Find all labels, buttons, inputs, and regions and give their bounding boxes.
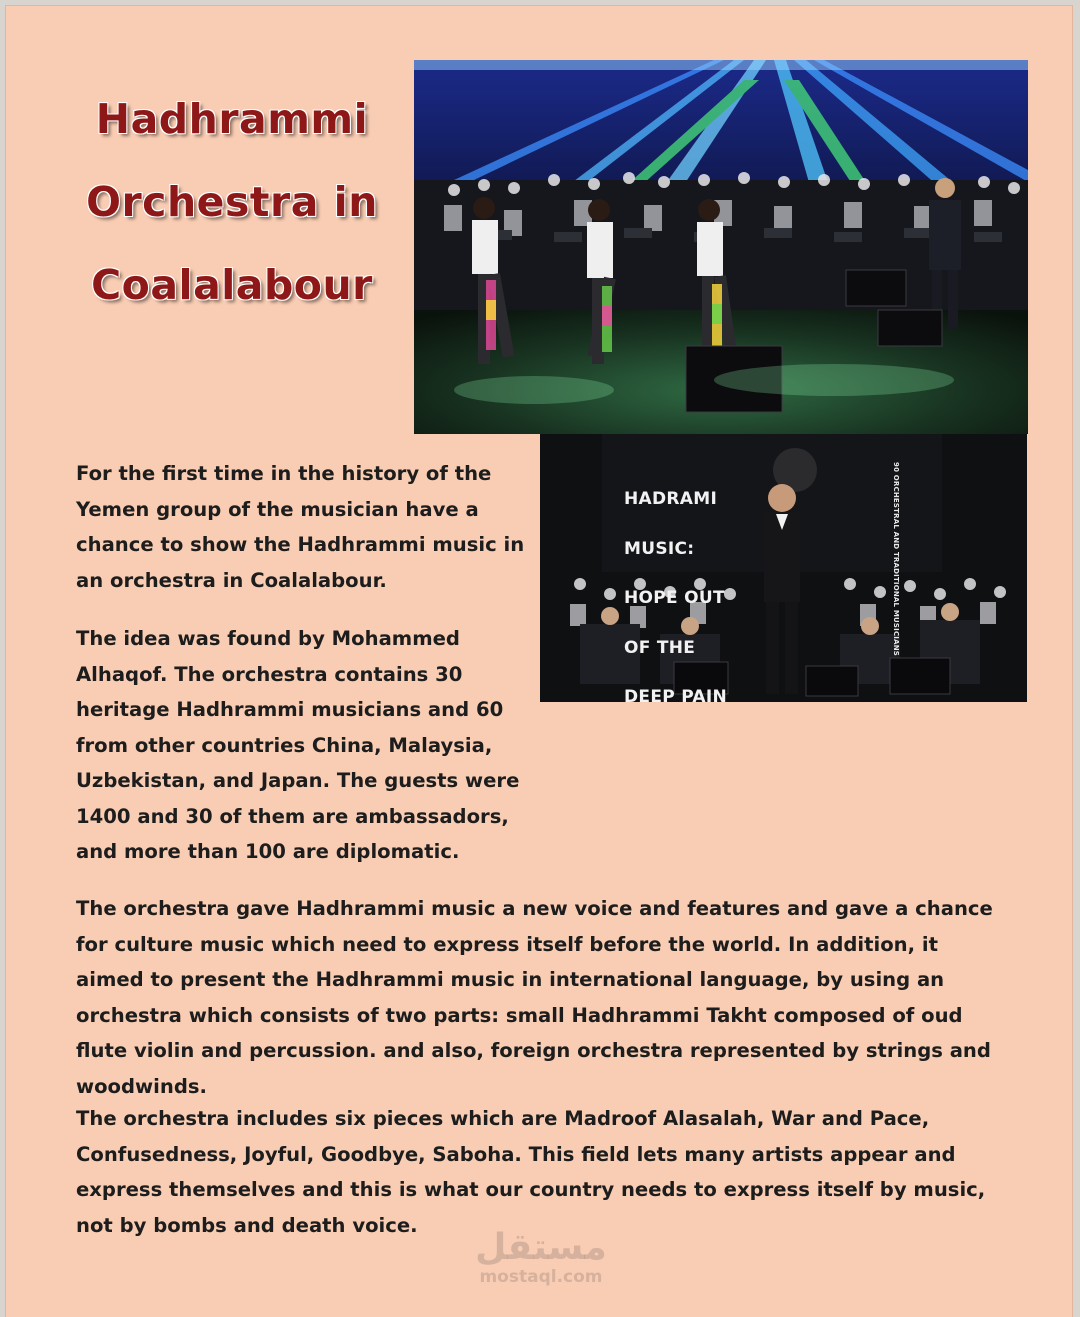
screen-title-line-1: HADRAMI — [624, 489, 718, 509]
screen-title-line-5: DEEP PAIN — [624, 687, 728, 702]
orchestra-concert-photo — [414, 60, 1028, 434]
title-line-1: Hadhrammi — [95, 95, 369, 143]
title-line-2: Orchestra in — [86, 178, 378, 226]
title-line-3: Coalalabour — [91, 261, 373, 309]
watermark-logo — [446, 1228, 636, 1286]
watermark-arabic: مستقل — [475, 1227, 607, 1268]
concert-illustration — [414, 60, 1028, 434]
presenter-on-stage-photo — [540, 434, 1027, 702]
paragraph-pieces: The orchestra includes six pieces which are Madroof Alasalah, War and Pace, Confusedness, Joyful, Goodbye, Saboha. This field lets many artists appear and express themselves and this is what our country needs to express itself by music, not by bombs and death voice. — [76, 1107, 986, 1237]
screen-side-caption: 90 ORCHESTRAL AND TRADITIONAL MUSICIANS — [892, 462, 900, 656]
paragraph-idea: The idea was found by Mohammed Alhaqof. The orchestra contains 30 heritage Hadhrammi musicians and 60 from other countries China, Malaysia, Uzbekistan, and Japan. The guests were 1400 and 30 of them are ambassadors, and more than 100 are diplomatic. — [76, 627, 520, 863]
page-title — [60, 78, 404, 327]
paragraph-intro: For the first time in the history of the Yemen group of the musician have a chance to show the Hadhrammi music in an orchestra in Coalalabour. — [76, 462, 525, 592]
screen-title-line-2: MUSIC: — [624, 538, 695, 559]
screen-title-line-4: OF THE — [624, 637, 696, 658]
screen-title — [624, 458, 727, 702]
screen-title-line-3: HOPE OUT — [624, 588, 725, 608]
paragraph-orchestra-voice: The orchestra gave Hadhrammi music a new voice and features and gave a chance for culture music which need to express itself before the world. In addition, it aimed to present the Hadhrammi music in international language, by using an orchestra which consists of two parts: small Hadhrammi Takht composed of oud flute violin and percussion. and also, foreign orchestra represented by strings and woodwinds. — [76, 897, 993, 1098]
watermark-latin: mostaql.com — [479, 1267, 603, 1287]
presenter-illustration — [540, 434, 1027, 702]
document-page — [6, 6, 1072, 1317]
